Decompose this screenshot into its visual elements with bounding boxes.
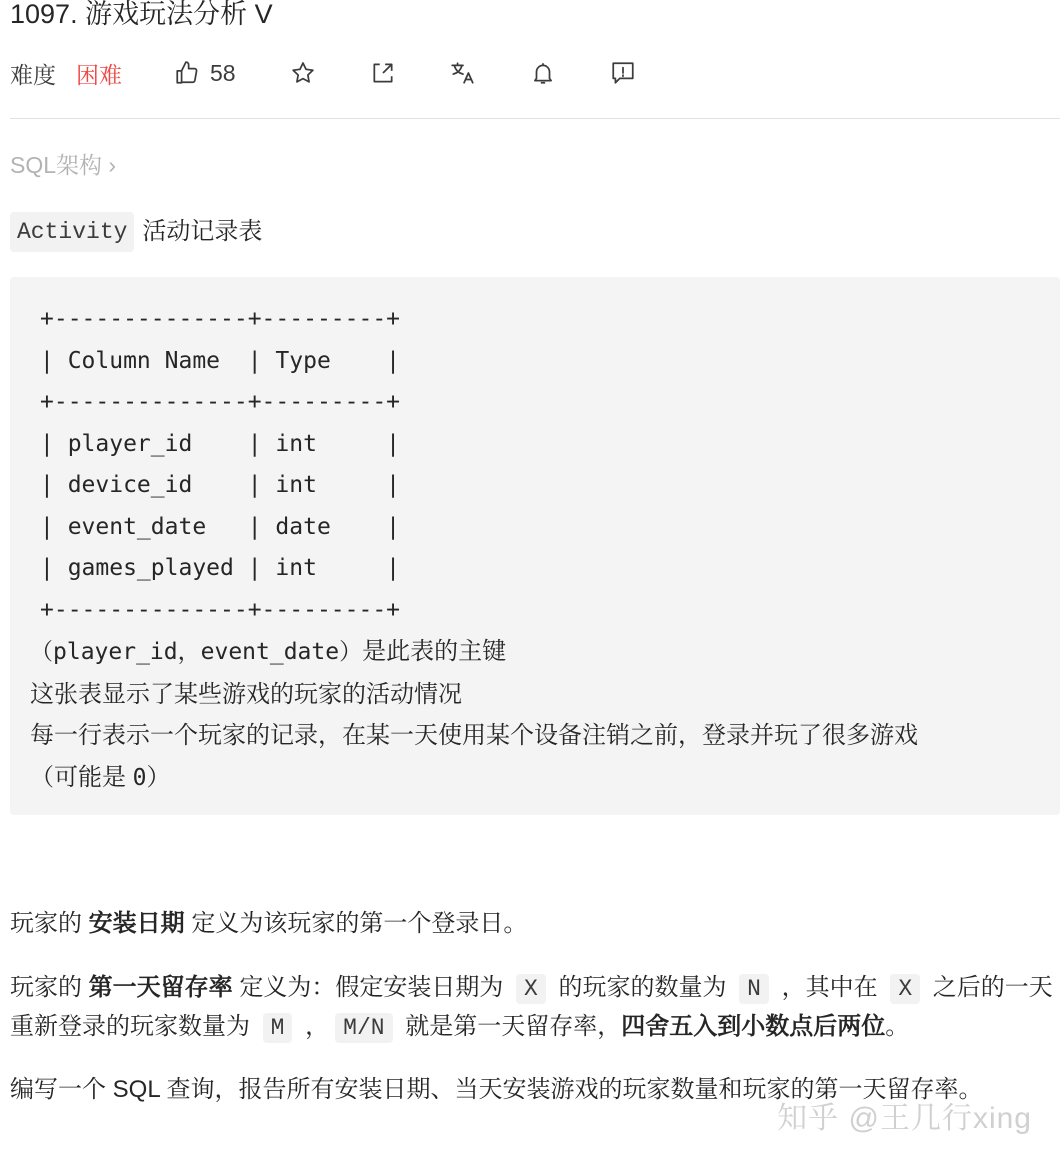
like-button[interactable] bbox=[174, 60, 236, 87]
code-x: X bbox=[516, 974, 546, 1004]
schema-note-zero: （可能是 0） bbox=[30, 763, 171, 791]
table-description: 活动记录表 bbox=[142, 218, 263, 245]
retention-definition: 玩家的 第一天留存率 定义为：假定安装日期为 X 的玩家的数量为 N ，其中在 X 之后的一天重新登录的玩家数量为 M ， M/N 就是第一天留存率，四舍五入到小数点后两位。 bbox=[10, 974, 1053, 1041]
task-description: 编写一个 SQL 查询，报告所有安装日期、当天安装游戏的玩家数量和玩家的第一天留存率。 bbox=[10, 1076, 983, 1103]
header-divider bbox=[10, 118, 1060, 119]
breadcrumb[interactable] bbox=[10, 146, 116, 184]
schema-table bbox=[40, 299, 400, 631]
star-icon[interactable] bbox=[290, 60, 316, 86]
watermark: 知乎 @王几行xing bbox=[777, 1102, 1032, 1135]
breadcrumb-label[interactable]: SQL架构 bbox=[10, 152, 103, 178]
translate-icon[interactable] bbox=[450, 60, 476, 86]
schema-line: +--------------+---------+ bbox=[40, 596, 401, 623]
difficulty-label: 难度 bbox=[10, 61, 56, 88]
chevron-right-icon: › bbox=[108, 152, 117, 178]
schema-notes bbox=[30, 631, 918, 799]
rounding-note: 四舍五入到小数点后两位 bbox=[621, 1013, 886, 1040]
code-n: N bbox=[739, 974, 769, 1004]
schema-line: | games_played | int | bbox=[40, 555, 401, 581]
table-name-code: Activity bbox=[10, 212, 134, 252]
code-x: X bbox=[890, 974, 920, 1004]
schema-line: | event_date | date | bbox=[40, 513, 401, 540]
code-m-over-n: M/N bbox=[335, 1013, 392, 1043]
install-date-definition: 玩家的 安装日期 定义为该玩家的第一个登录日。 bbox=[10, 910, 528, 937]
retention-term: 第一天留存率 bbox=[88, 974, 233, 1001]
difficulty-badge: 困难 bbox=[76, 61, 122, 88]
schema-line: | player_id | int | bbox=[40, 430, 401, 457]
feedback-icon[interactable] bbox=[610, 60, 636, 86]
like-count: 58 bbox=[210, 59, 236, 86]
code-m: M bbox=[263, 1013, 293, 1043]
problem-meta-bar bbox=[10, 54, 636, 92]
bell-icon[interactable] bbox=[530, 60, 556, 86]
schema-note-description: 这张表显示了某些游戏的玩家的活动情况 bbox=[30, 680, 462, 708]
schema-line: +--------------+---------+ bbox=[40, 306, 401, 332]
schema-note-row-meaning: 每一行表示一个玩家的记录，在某一天使用某个设备注销之前，登录并玩了很多游戏 bbox=[30, 722, 918, 749]
schema-line: +--------------+---------+ bbox=[40, 389, 401, 415]
schema-note-primary-key: （player_id，event_date）是此表的主键 bbox=[30, 638, 507, 665]
schema-line: | Column Name | Type | bbox=[40, 347, 401, 374]
schema-line: | device_id | int | bbox=[40, 472, 401, 498]
thumbs-up-icon bbox=[174, 60, 200, 86]
share-icon[interactable] bbox=[370, 60, 396, 86]
page-title: 1097. 游戏玩法分析 V bbox=[10, 0, 273, 29]
install-date-term: 安装日期 bbox=[88, 910, 185, 937]
table-intro bbox=[10, 212, 262, 252]
